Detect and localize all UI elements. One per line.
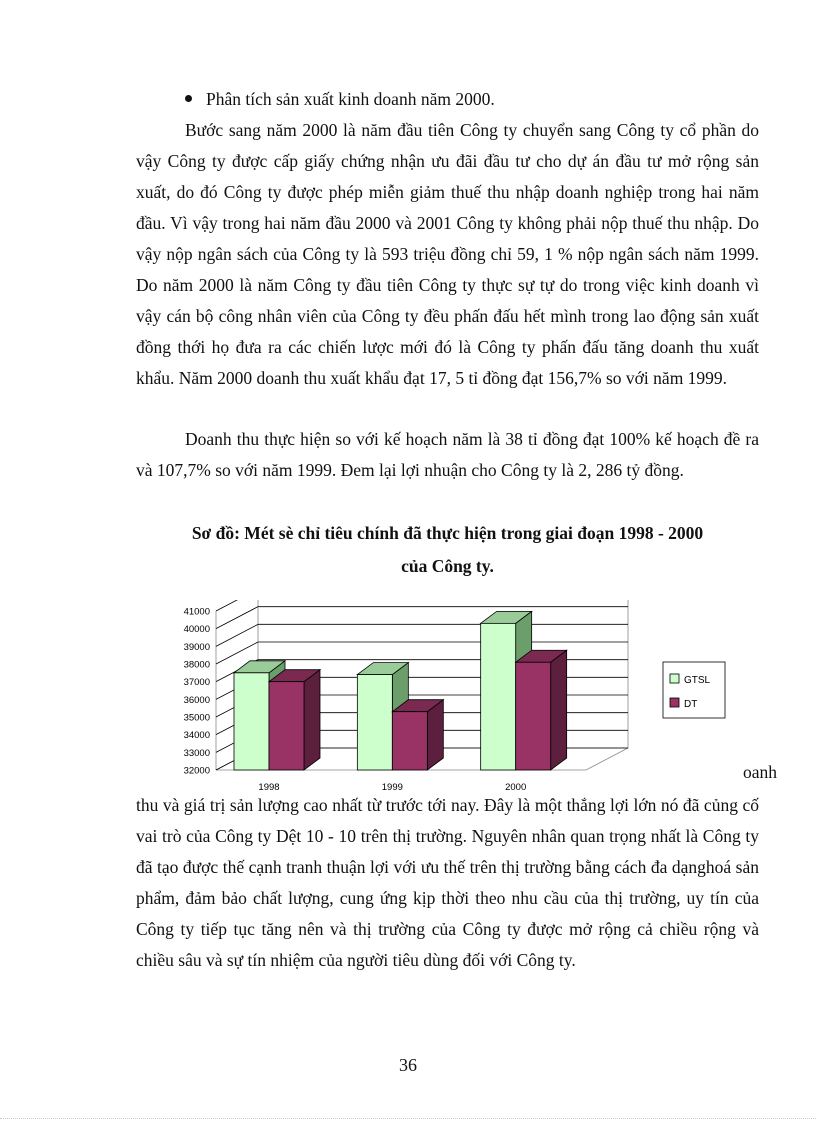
y-tick-label: 36000: [183, 694, 210, 706]
bar-gtsl-1999: [357, 675, 392, 770]
bar-dt-1998: [269, 682, 304, 770]
y-tick-label: 37000: [183, 677, 210, 689]
y-tick-label: 40000: [183, 624, 210, 636]
legend-label-gtsl: GTSL: [684, 675, 711, 686]
bullet-text: Phân tích sản xuất kinh doanh năm 2000.: [206, 89, 495, 109]
legend-swatch-dt: [670, 698, 679, 707]
y-tick-label: 38000: [183, 659, 210, 671]
page-bottom-border: [0, 1118, 816, 1119]
chart-title-line-1: Sơ đồ: Mét sè chỉ tiêu chính đã thực hiện trong giai đoạn 1998 - 2000: [191, 523, 704, 543]
paragraph-3: thu và giá trị sản lượng cao nhất từ trước tới nay. Đây là một thắng lợi lớn nó đã củng cố vai trò của Công ty Dệt 10 - 10 trên thị trường. Nguyên nhân quan trọng nhất là Công ty đã tạo được thế cạnh tranh thuận lợi với ưu thế trên thị trường bằng cách đa dạnghoá sản phẩm, đảm bảo chất lượng, cung ứng kịp thời theo nhu cầu của thị trường, uy tín của Công ty tiếp tục tăng nên và thị trường của Công ty được mở rộng cả chiều rộng và chiều sâu và sự tín nhiệm của người tiêu dùng đối với Công ty.: [136, 795, 759, 970]
gridline-diag: [216, 607, 258, 629]
bar-gtsl-2000: [481, 623, 516, 770]
chart-svg: [158, 600, 738, 800]
bar-gtsl-1998: [234, 673, 269, 770]
legend-swatch-gtsl: [670, 674, 679, 683]
x-tick-label: 1999: [381, 782, 403, 793]
paragraph-2: Doanh thu thực hiện so với kế hoạch năm là 38 tỉ đồng đạt 100% kế hoạch đề ra và 107,7% so với năm 1999. Đem lại lợi nhuận cho Công ty là 2, 286 tỷ đồng.: [136, 429, 759, 480]
paragraph-1: Bước sang năm 2000 là năm đầu tiên Công ty chuyển sang Công ty cổ phần do vậy Công ty được cấp giấy chứng nhận ưu đãi đầu tư cho dự án đầu tư mở rộng sản xuất, do đó Công ty được phép miễn giảm thuế thu nhập doanh nghiệp trong hai năm đầu. Vì vậy trong hai năm đầu 2000 và 2001 Công ty không phải nộp thuế thu nhập. Do vậy nộp ngân sách của Công ty là 593 triệu đồng chỉ 59, 1 % nộp ngân sách năm 1999. Do năm 2000 là năm Công ty đầu tiên Công ty thực sự tự do trong việc kinh doanh vì vậy cán bộ công nhân viên của Công ty đều phấn đấu hết mình trong lao động sản xuất đồng thới họ đưa ra các chiến lược mới đó là Công ty phấn đấu tăng doanh thu xuất khẩu. Năm 2000 doanh thu xuất khẩu đạt 17, 5 tỉ đồng đạt 156,7% so với năm 1999.: [136, 120, 759, 388]
page-number: 36: [399, 1055, 417, 1075]
bar-side: [551, 650, 567, 770]
chart-title-line-2: của Công ty.: [401, 556, 494, 576]
y-tick-label: 34000: [183, 730, 210, 742]
legend-label-dt: DT: [684, 699, 698, 710]
gridline-diag: [216, 600, 258, 611]
gridline-diag: [216, 624, 258, 646]
bar-dt-1999: [392, 712, 427, 770]
y-tick-label: 32000: [183, 765, 210, 777]
bar-dt-2000: [516, 662, 551, 770]
x-tick-label: 2000: [505, 782, 527, 793]
bar-side: [304, 670, 320, 770]
cut-off-text: oanh: [743, 762, 778, 782]
y-tick-label: 33000: [183, 747, 210, 759]
bullet-dot-icon: [185, 95, 192, 102]
bullet-item: [185, 84, 495, 115]
chart: [158, 600, 738, 800]
y-tick-label: 41000: [183, 606, 210, 618]
x-tick-label: 1998: [258, 782, 280, 793]
y-tick-label: 39000: [183, 641, 210, 653]
y-tick-label: 35000: [183, 712, 210, 724]
